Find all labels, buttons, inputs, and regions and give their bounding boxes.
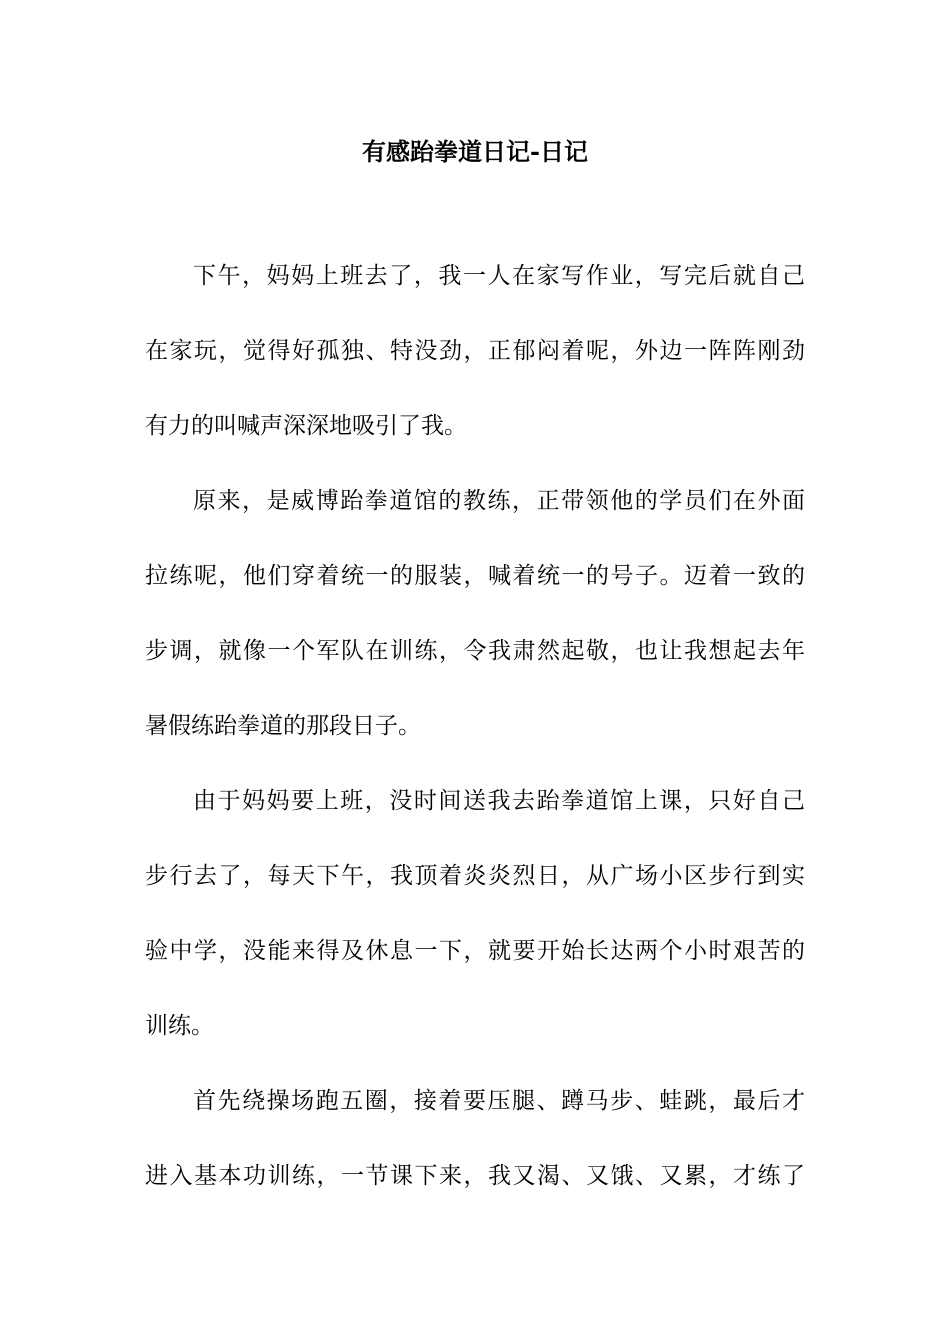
text-line: 拉练呢，他们穿着统一的服装，喊着统一的号子。迈着一致的 — [145, 563, 805, 589]
paragraph — [145, 254, 805, 449]
text-line: 下午，妈妈上班去了，我一人在家写作业，写完后就自己 — [193, 263, 805, 289]
text-line: 由于妈妈要上班，没时间送我去跆拳道馆上课，只好自己 — [193, 788, 805, 814]
document-body — [145, 254, 805, 1229]
text-line: 验中学，没能来得及休息一下，就要开始长达两个小时艰苦的 — [145, 938, 805, 964]
paragraph — [145, 779, 805, 1049]
text-line: 训练。 — [145, 1013, 214, 1039]
document-title: 有感跆拳道日记-日记 — [362, 137, 588, 166]
text-line: 步调，就像一个军队在训练，令我肃然起敬，也让我想起去年 — [145, 638, 805, 664]
text-line: 在家玩，觉得好孤独、特没劲，正郁闷着呢，外边一阵阵刚劲 — [145, 338, 805, 364]
paragraph — [145, 1079, 805, 1199]
text-line: 有力的叫喊声深深地吸引了我。 — [145, 413, 467, 439]
text-line: 步行去了，每天下午，我顶着炎炎烈日，从广场小区步行到实 — [145, 863, 805, 889]
text-line: 原来，是威博跆拳道馆的教练，正带领他的学员们在外面 — [193, 488, 805, 514]
paragraph — [145, 479, 805, 749]
text-line: 进入基本功训练，一节课下来，我又渴、又饿、又累，才练了 — [145, 1163, 805, 1189]
text-line: 暑假练跆拳道的那段日子。 — [145, 713, 421, 739]
text-line: 首先绕操场跑五圈，接着要压腿、蹲马步、蛙跳，最后才 — [193, 1088, 805, 1114]
